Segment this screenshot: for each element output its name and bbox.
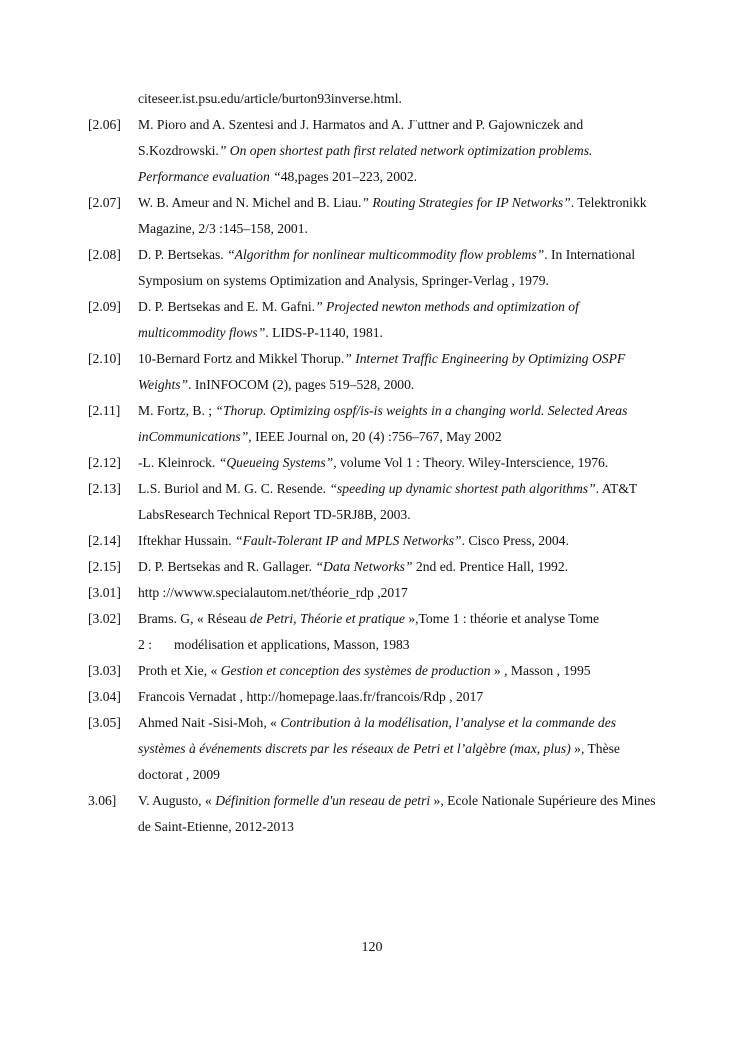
reference-text: http ://wwww.specialautom.net/théorie_rdp ,2017 xyxy=(138,585,408,600)
reference-item xyxy=(88,788,658,840)
reference-text: Ahmed Nait -Sisi-Moh, « Contribution à la modélisation, l’analyse et la commande des systèmes à événements discrets par les réseaux de Petri et l’algèbre (max, plus) », Thèse doctorat , 2009 xyxy=(138,715,620,782)
reference-text: D. P. Bertsekas and R. Gallager. “Data Networks” 2nd ed. Prentice Hall, 1992. xyxy=(138,559,569,574)
reference-text: M. Pioro and A. Szentesi and J. Harmatos and A. J¨uttner and P. Gajowniczek and S.Kozdrowski.” On open shortest path first related network optimization problems. Performance evaluation “48,pages 201–223, 2002. xyxy=(138,117,593,184)
page-number: 120 xyxy=(361,940,383,955)
reference-number: [2.06] xyxy=(88,117,121,132)
reference-text: V. Augusto, « Définition formelle d'un reseau de petri », Ecole Nationale Supérieure des Mines de Saint-Etienne, 2012-2013 xyxy=(138,793,656,834)
reference-text-line2: 2 : modélisation et applications, Masson, 1983 xyxy=(138,637,410,652)
reference-number: [3.01] xyxy=(88,585,121,600)
reference-text: Francois Vernadat , http://homepage.laas.fr/francois/Rdp , 2017 xyxy=(138,689,484,704)
reference-text: Brams. G, « Réseau de Petri, Théorie et pratique »,Tome 1 : théorie et analyse Tome 2 : modélisation et applications, Masson, 1983 xyxy=(138,611,600,652)
reference-item xyxy=(88,554,658,580)
reference-item xyxy=(88,190,658,242)
reference-number: [2.08] xyxy=(88,247,121,262)
reference-text: M. Fortz, B. ; “Thorup. Optimizing ospf/is-is weights in a changing world. Selected Areas inCommunications”, IEEE Journal on, 20 (4) :756–767, May 2002 xyxy=(138,403,628,444)
reference-number: [2.07] xyxy=(88,195,121,210)
reference-text: L.S. Buriol and M. G. C. Resende. “speeding up dynamic shortest path algorithms”. AT&T LabsResearch Technical Report TD-5RJ8B, 2003. xyxy=(138,481,637,522)
reference-text: D. P. Bertsekas. “Algorithm for nonlinear multicommodity flow problems”. In International Symposium on systems Optimization and Analysis, Springer-Verlag , 1979. xyxy=(138,247,636,288)
reference-list xyxy=(88,86,658,840)
reference-item xyxy=(88,710,658,788)
reference-item xyxy=(88,112,658,190)
reference-number: [2.12] xyxy=(88,455,121,470)
reference-number: [3.03] xyxy=(88,663,121,678)
reference-number: [2.14] xyxy=(88,533,121,548)
reference-text: -L. Kleinrock. “Queueing Systems”, volume Vol 1 : Theory. Wiley-Interscience, 1976. xyxy=(138,455,609,470)
reference-number: [2.10] xyxy=(88,351,121,366)
reference-number: [2.11] xyxy=(88,403,121,418)
reference-item xyxy=(88,398,658,450)
reference-item xyxy=(88,294,658,346)
reference-item xyxy=(88,684,658,710)
reference-number: [3.02] xyxy=(88,611,121,626)
reference-item xyxy=(88,658,658,684)
reference-number: [3.04] xyxy=(88,689,121,704)
reference-text: W. B. Ameur and N. Michel and B. Liau.” Routing Strategies for IP Networks”. Telektronikk Magazine, 2/3 :145–158, 2001. xyxy=(138,195,647,236)
reference-number: [2.09] xyxy=(88,299,121,314)
reference-item xyxy=(88,346,658,398)
reference-number: [2.15] xyxy=(88,559,121,574)
reference-number: [2.13] xyxy=(88,481,121,496)
reference-text: Iftekhar Hussain. “Fault-Tolerant IP and MPLS Networks”. Cisco Press, 2004. xyxy=(138,533,569,548)
reference-continuation: citeseer.ist.psu.edu/article/burton93inverse.html. xyxy=(138,91,402,106)
reference-text: 10-Bernard Fortz and Mikkel Thorup.” Internet Traffic Engineering by Optimizing OSPF Weights”. InINFOCOM (2), pages 519–528, 2000. xyxy=(138,351,626,392)
reference-item xyxy=(88,528,658,554)
reference-number: 3.06] xyxy=(88,793,117,808)
reference-item xyxy=(88,450,658,476)
reference-number: [3.05] xyxy=(88,715,121,730)
reference-text: D. P. Bertsekas and E. M. Gafni.” Projected newton methods and optimization of multicommodity flows”. LIDS-P-1140, 1981. xyxy=(138,299,579,340)
reference-text: Proth et Xie, « Gestion et conception des systèmes de production » , Masson , 1995 xyxy=(138,663,591,678)
reference-item xyxy=(88,476,658,528)
reference-item xyxy=(88,606,658,658)
reference-item xyxy=(88,242,658,294)
reference-item xyxy=(88,580,658,606)
